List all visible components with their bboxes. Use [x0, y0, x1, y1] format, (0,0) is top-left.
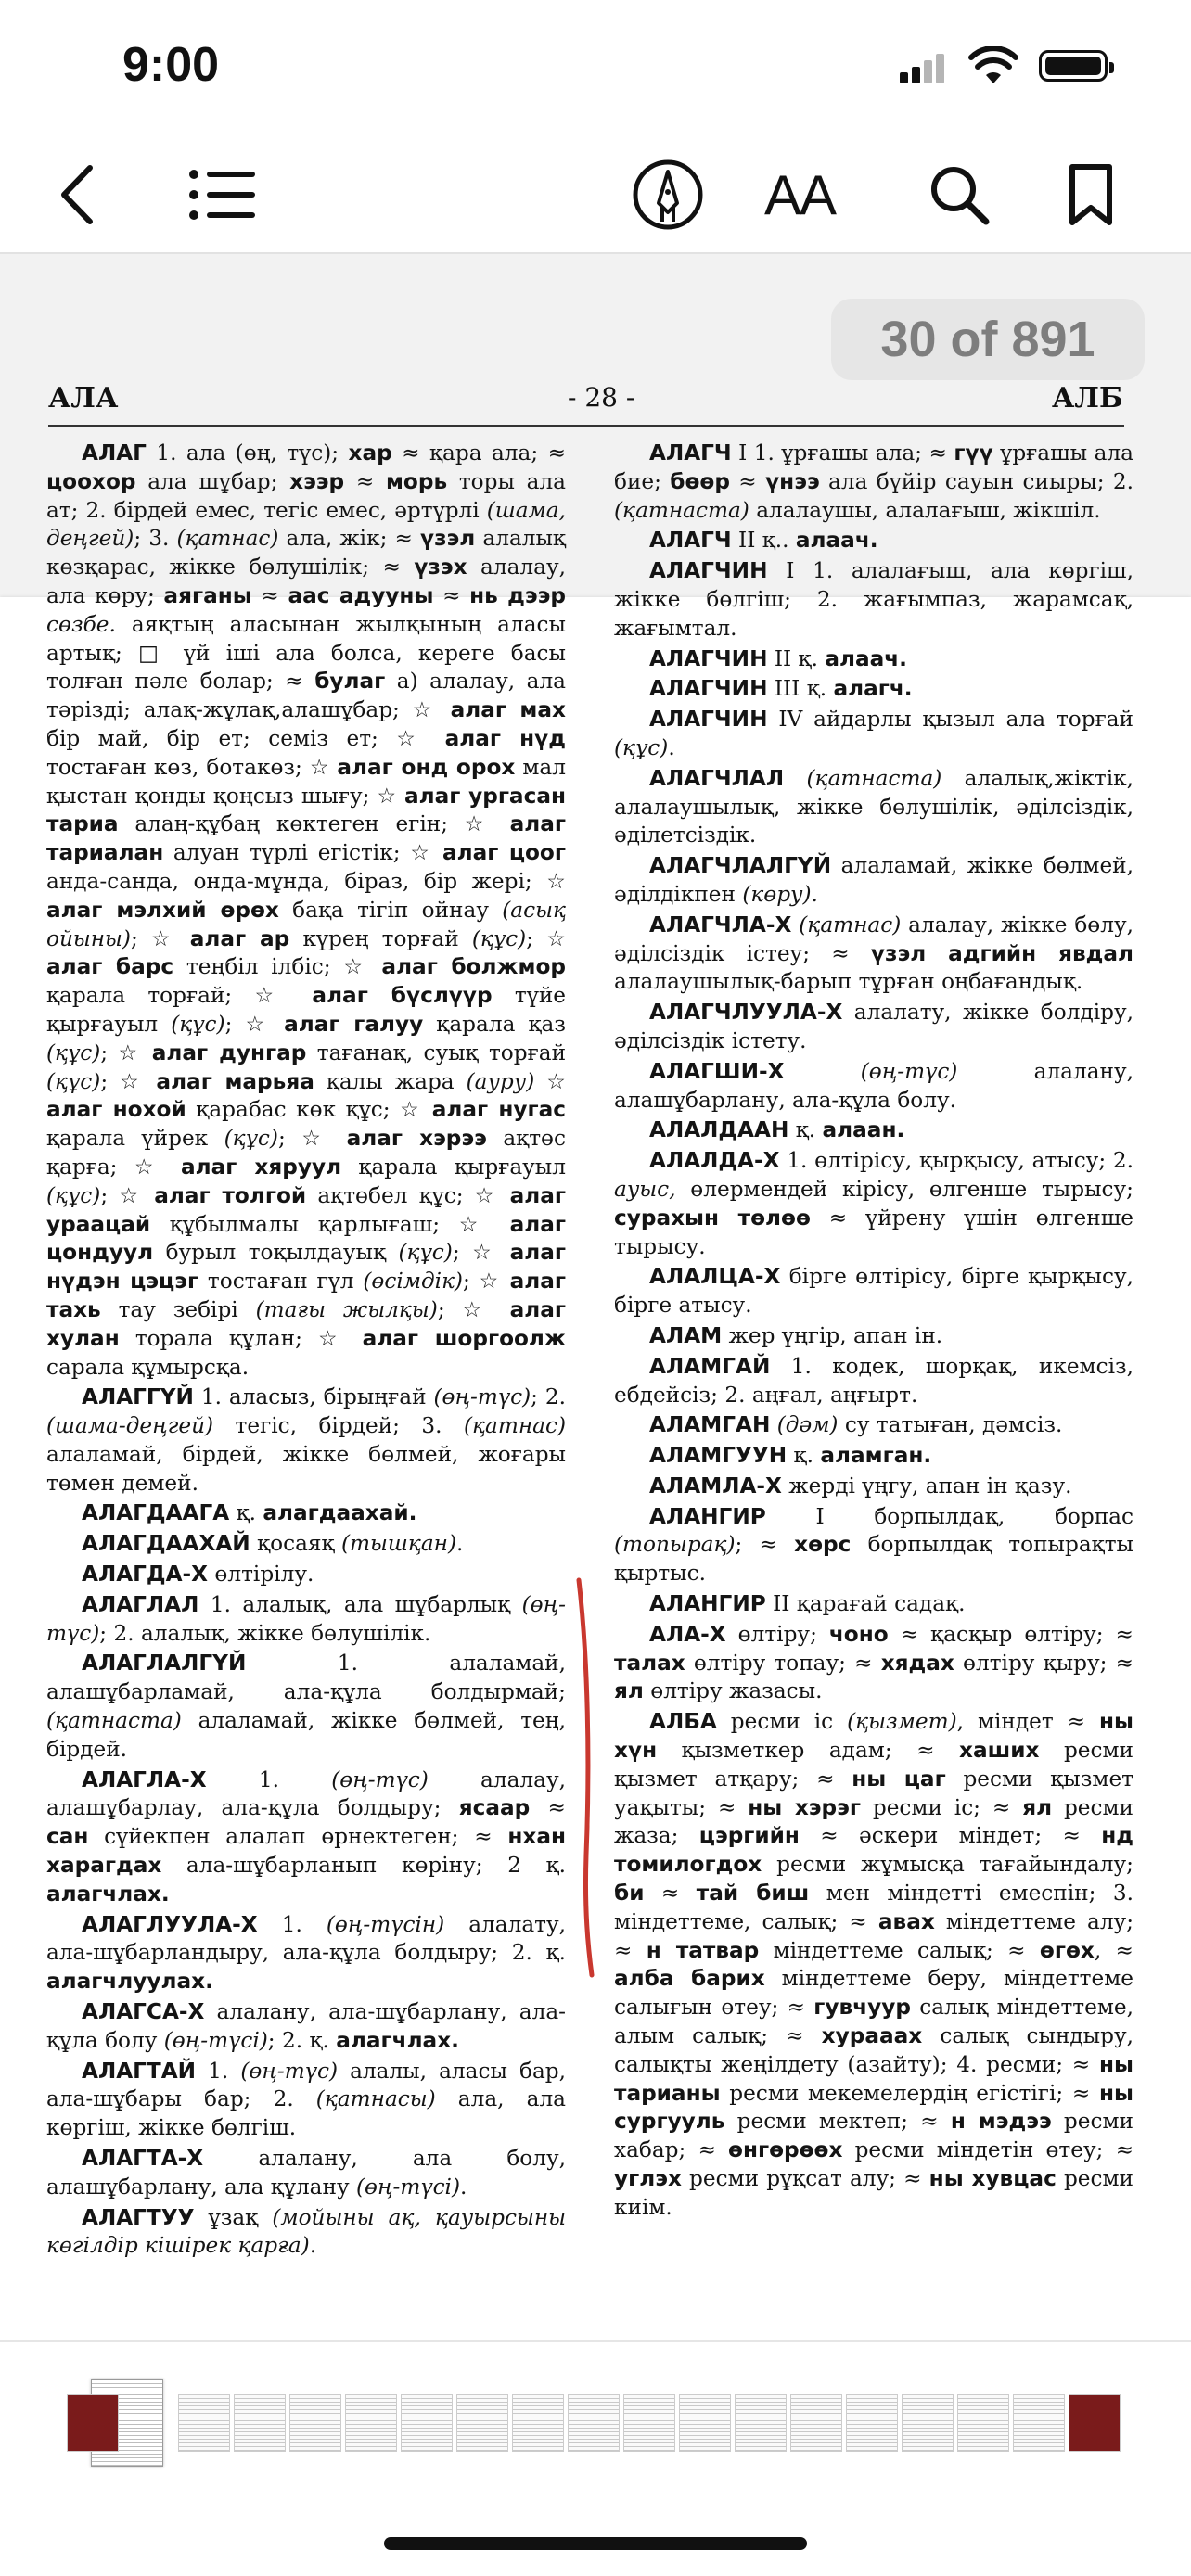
dictionary-entry: АЛАМГУУН қ. аламган. — [649, 1443, 932, 1469]
cellular-signal-icon — [900, 52, 946, 83]
page-thumbnail[interactable] — [957, 2394, 1009, 2452]
home-indicator[interactable] — [384, 2537, 807, 2550]
dictionary-entry: АЛАМГАН (дәм) су татыған, дәмсіз. — [649, 1412, 1063, 1438]
dictionary-entry: АЛАМ жер үңгір, апан ін. — [649, 1322, 943, 1348]
dictionary-entry: АЛАНГИР I борпылдақ, борпас (топырақ); ≈ хөрс борпылдақ топырақты қыртыс. — [614, 1503, 1134, 1587]
page-thumbnail[interactable] — [1013, 2394, 1065, 2452]
page-thumbnail[interactable] — [679, 2394, 731, 2452]
right-column — [614, 440, 1134, 2220]
dictionary-entry: АЛАЛЦА-Х бірге өлтірісу, бірге қырқысу, бірге атысу. — [614, 1264, 1133, 1319]
dictionary-entry: АЛАЛДААН қ. алаан. — [649, 1117, 905, 1143]
page-thumbnail[interactable] — [234, 2394, 286, 2452]
dictionary-entry: АЛАГЧ I 1. ұрғашы ала; ≈ гүү ұрғашы ала бие; бөөр ≈ үнээ ала бүйір сауын сиыры; 2. (қатнаста) алалаушы, алалағыш, жікшіл. — [614, 440, 1134, 523]
search-button[interactable] — [913, 148, 1005, 241]
table-of-contents-button[interactable] — [176, 148, 269, 241]
dictionary-entry: АЛАМЛА-Х жерді үңгу, апан ін қазу. — [649, 1473, 1072, 1498]
head-rule — [48, 425, 1124, 427]
battery-icon — [1039, 50, 1108, 82]
dictionary-entry: АЛБА ресми іс (қызмет), міндет ≈ ны хүн қызметкер адам; ≈ хаших ресми қызмет атқару; ≈ ны цаг ресми қызмет уақыты; ≈ ны хэрэг ресми іс; ≈ ял ресми жаза; цэргийн ≈ әскери міндет; ≈ нд томилогдох ресми жұмысқа тағайындалу; би ≈ тай биш мен міндетті емеспін; 3. міндеттеме, салық; ≈ авах міндеттеме алу; ≈ н татвар міндеттеме салық; ≈ өгөх, ≈ алба барих міндеттеме беру, міндеттеме салығын өтеу; ≈ гувчуур салық міндеттеме, алым салық; ≈ хурааах салық сындыру, салықты жеңілдету (азайту); 4. ресми; ≈ ны тарианы ресми мекемелердің егістігі; ≈ ны сургууль ресми мектеп; ≈ н мэдээ ресми хабар; ≈ өнгөрөөх ресми міндетін өтеу; ≈ углэх ресми рұқсат алу; ≈ ны хувцас ресми киім. — [614, 1709, 1134, 2220]
dictionary-entry: АЛАНГИР II қарағай садақ. — [649, 1591, 966, 1617]
bookmark-icon — [1067, 161, 1115, 228]
page-thumbnail[interactable] — [568, 2394, 620, 2452]
page-thumbnail[interactable] — [790, 2394, 842, 2452]
page-number: - 28 - — [568, 382, 635, 413]
dictionary-entry: АЛАГЧЛАЛГҮЙ алаламай, жікке бөлмей, әділдікпен (көру). — [614, 853, 1133, 907]
markup-button[interactable] — [621, 148, 714, 241]
text-size-label: AA — [763, 163, 836, 226]
page-thumbnail[interactable] — [846, 2394, 898, 2452]
wifi-icon — [968, 46, 1018, 85]
dictionary-entry: АЛАГТУУ ұзақ (мойыны ақ, қауырсыны көгілдір кішірек қарға). — [46, 2204, 566, 2259]
dictionary-entry: АЛАГГҮЙ 1. аласыз, бірыңғай (өң-түс); 2. (шама-деңгей) тегіс, бірдей; 3. (қатнас) алаламай, бірдей, жікке бөлмей, жоғары төмен демей. — [46, 1384, 566, 1496]
dictionary-entry: АЛАГШИ-Х (өң-түс) алалану, алашұбарлану, ала-құла болу. — [614, 1058, 1133, 1113]
dictionary-entry: АЛАГЧИН II қ. алаач. — [649, 645, 907, 671]
reader-toolbar — [0, 130, 1191, 254]
running-head-right: АЛБ — [1052, 382, 1123, 414]
page-thumbnail[interactable] — [345, 2394, 397, 2452]
status-time: 9:00 — [122, 38, 220, 92]
dictionary-entry: АЛАГЧИН IV айдарлы қызыл ала торғай (құс). — [614, 707, 1133, 760]
search-icon — [928, 164, 990, 225]
dictionary-entry: АЛАГЧИН I 1. алалағыш, ала көргіш, жікке бөлгіш; 2. жағымпаз, жарамсақ, жағымтал. — [614, 558, 1133, 641]
bookmark-button[interactable] — [1044, 148, 1137, 241]
dictionary-entry: АЛАГЛА-Х 1. (өң-түс) алалау, алашұбарлау, ала-құла болдыру; ясаар ≈ сан сүйекпен алалап өрнектеген; ≈ нхан харагдах ала-шұбарланып көріну; 2 қ. алагчлах. — [46, 1766, 566, 1906]
dictionary-entry: АЛАГДА-Х өлтірілу. — [82, 1562, 314, 1588]
dictionary-entry: АЛАГЧЛАЛ (қатнаста) алалық,жіктік, алалаушылық, жікке бөлушілік, әділсіздік, әділетсіздік. — [614, 765, 1134, 848]
dictionary-entry: АЛА-Х өлтіру; чоно ≈ қасқыр өлтіру; ≈ талах өлтіру топау; ≈ хядах өлтіру қыру; ≈ ял өлтіру жазасы. — [614, 1621, 1133, 1704]
dictionary-entry: АЛАГСА-Х алалану, ала-шұбарлану, ала-құла болу (өң-түсі); 2. қ. алагчлах. — [46, 1999, 566, 2053]
dictionary-entry: АЛАГЛАЛГҮЙ 1. алаламай, алашұбарламай, ала-құла болдырмай; (қатнаста) алаламай, жікке бөлмей, тең, бірдей. — [46, 1651, 566, 1762]
page-thumbnail[interactable] — [512, 2394, 564, 2452]
list-icon — [188, 169, 257, 221]
text-size-button[interactable] — [753, 148, 846, 241]
page-thumbnail-strip[interactable] — [0, 2340, 1191, 2509]
dictionary-entry: АЛАГДААГА қ. алагдаахай. — [82, 1500, 417, 1526]
running-head-left: АЛА — [48, 382, 119, 414]
pencil-circle-icon — [632, 159, 704, 231]
back-button[interactable] — [32, 148, 124, 241]
status-bar — [0, 0, 1191, 130]
page-thumbnail[interactable] — [456, 2394, 508, 2452]
page-counter: 30 of 891 — [831, 299, 1145, 380]
dictionary-entry: АЛАГЧЛА-Х (қатнас) алалау, жікке бөлу, әділсіздік істеу; ≈ үзэл адгийн явдал алалаушылық-барып тұрған оңбағандық. — [614, 912, 1134, 995]
dictionary-entry: АЛАГЛУУЛА-Х 1. (өң-түсін) алалату, ала-шұбарландыру, ала-құла болдыру; 2. қ. алагчлуулах. — [46, 1911, 566, 1995]
red-margin-mark — [575, 1576, 596, 1979]
dictionary-entry: АЛАГЛАЛ 1. алалық, ала шұбарлық (өң-түс); 2. алалық, жікке бөлушілік. — [46, 1591, 566, 1646]
dictionary-entry: АЛАГДААХАЙ қосаяқ (тышқан). — [82, 1531, 464, 1557]
dictionary-entry: АЛАМГАЙ 1. кодек, шорқақ, икемсіз, ебдейсіз; 2. аңғал, аңғырт. — [614, 1353, 1133, 1408]
dictionary-entry: АЛАГ 1. ала (өң, түс); хар ≈ қара ала; ≈ цоохор ала шұбар; хээр ≈ морь торы ала ат; 2. бірдей емес, тегіс емес, әртүрлі (шама, деңгей); 3. (қатнас) ала, жік; ≈ үзэл алалық көзқарас, жікке бөлушілік; ≈ үзэх алалау, ала көру; аяганы ≈ аас адууны ≈ нь дээр сөзбе. аяқтың аласынан жылқының аласы артық; □ үй іші ала болса, кереге басы толған пәле болар; ≈ булаг а) алалау, ала тәрізді; алақ-жұлақ,алашұбар; ☆ алаг мах бір май, бір ет; семіз ет; ☆ алаг нүд тостаған көз, ботакөз; ☆ алаг онд орох мал қыстан қонды қоңсыз шығу; ☆ алаг ургасан тариа алаң-құбаң көктеген егін; ☆ алаг тариалан алуан түрлі егістік; ☆ алаг цоог анда-санда, онда-мұнда, бірaз, бір жері; ☆ алаг мэлхий өрөх бақа тігіп ойнау (асық ойыны); ☆ алаг ар күрең торғай (құс); ☆ алаг барс теңбіл ілбіс; ☆ алаг болжмор қарала торғай; ☆ алаг бүслүүр түйе қырғауыл (құс); ☆ алаг галуу қарала қаз (құс); ☆ алаг дунгар тағанақ, суық торғай (құс); ☆ алаг марьяа қалы жара (ауру) ☆ алаг нохой қарабас көк құс; ☆ алаг нугас қарала үйрек (құс); ☆ алаг хэрээ ақтөс қарға; ☆ алаг хяруул қарала қырғауыл (құс); ☆ алаг толгой ақтөбел құс; ☆ алаг ураацай құбылмалы қарлығаш; ☆ алаг цондуул бурыл тоқылдауық (құс); ☆ алаг нүдэн цэцэг тостаған гүл (өсімдік); ☆ алаг тахь тау зебірі (тағы жылқы); ☆ алаг хулан торала құлан; ☆ алаг шоргоолж сарала құмырсқа. — [46, 440, 567, 1380]
dictionary-entry: АЛАГЧЛУУЛА-Х алалату, жікке болдіру, әділсіздік істету. — [614, 1000, 1133, 1053]
page-thumbnail[interactable] — [67, 2394, 119, 2452]
chevron-left-icon — [57, 164, 99, 225]
dictionary-entry: АЛАГТА-Х алалану, ала болу, алашұбарлану, ала құлану (өң-түсі). — [46, 2146, 566, 2200]
left-column — [46, 440, 567, 2259]
page-thumbnail[interactable] — [289, 2394, 341, 2452]
dictionary-entry: АЛАЛДА-Х 1. өлтірісу, қырқысу, атысу; 2. ауыс, өлермендей кірісу, өлгенше тырысу; сурахын төлөө ≈ үйрену үшін өлгенше тырысу. — [614, 1148, 1134, 1259]
page-thumbnail[interactable] — [1069, 2394, 1121, 2452]
dictionary-entry: АЛАГЧИН III қ. алагч. — [649, 676, 913, 702]
page-thumbnail[interactable] — [735, 2394, 787, 2452]
page-thumbnail[interactable] — [623, 2394, 675, 2452]
dictionary-entry: АЛАГТАЙ 1. (өң-түс) алалы, аласы бар, ала-шұбары бар; 2. (қатнасы) ала, ала көргіш, жікке бөлгіш. — [46, 2058, 566, 2141]
page-thumbnail[interactable] — [401, 2394, 453, 2452]
dictionary-entry: АЛАГЧ II қ.. алаач. — [649, 528, 878, 554]
page-thumbnail[interactable] — [902, 2394, 954, 2452]
page-thumbnail[interactable] — [178, 2394, 230, 2452]
